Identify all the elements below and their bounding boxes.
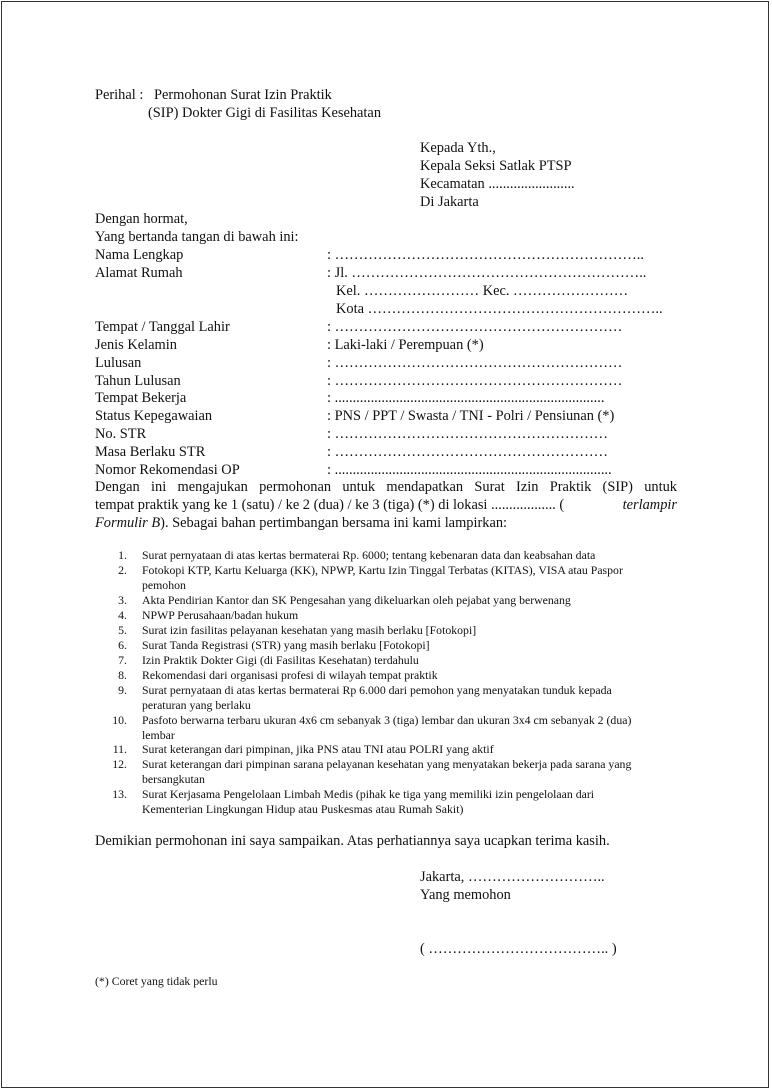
list-item: Izin Praktik Dokter Gigi (di Fasilitas Kesehatan) terdahulu: [142, 653, 419, 667]
field-label-ttl: Tempat / Tanggal Lahir: [95, 319, 230, 335]
recipient-line: Kepala Seksi Satlak PTSP: [420, 158, 572, 174]
list-item: Surat izin fasilitas pelayanan kesehatan yang masih berlaku [Fotokopi]: [142, 623, 477, 637]
signature-name: ( ……………………………….. ): [420, 941, 617, 957]
field-value-nama: : ………………………………………………………..: [327, 247, 644, 263]
list-item: Surat pernyataan di atas kertas bermaterai Rp. 6000; tentang kebenaran data dan keabsahan data: [142, 548, 596, 562]
list-item: Surat Kerjasama Pengelolaan Limbah Medis (pihak ke tiga yang memiliki izin pengelolaan dari: [142, 787, 595, 801]
list-item-number: 4.: [118, 608, 127, 622]
field-label-op: Nomor Rekomendasi OP: [95, 462, 240, 478]
field-value-kel: Kel. …………………… Kec. ……………………: [336, 283, 629, 299]
subject-label: Perihal :: [95, 87, 144, 103]
field-label-jk: Jenis Kelamin: [95, 337, 177, 353]
list-item-number: 11.: [112, 742, 127, 756]
list-item-number: 5.: [118, 623, 127, 637]
field-label-str: No. STR: [95, 426, 147, 442]
list-item-continuation: bersangkutan: [142, 772, 205, 786]
list-item-number: 7.: [118, 653, 127, 667]
paragraph-line-2: [95, 496, 677, 514]
field-label-status: Status Kepegawaian: [95, 408, 213, 424]
field-value-ttl: : ……………………………………………………: [327, 319, 623, 335]
list-item-number: 8.: [118, 668, 127, 682]
field-label-lulusan: Lulusan: [95, 355, 142, 371]
subject-line-2: (SIP) Dokter Gigi di Fasilitas Kesehatan: [148, 105, 382, 121]
document-page: [1, 1, 769, 1088]
field-value-tempat: : ...........................................................................: [327, 390, 605, 406]
subject-line-1: Permohonan Surat Izin Praktik: [154, 87, 332, 103]
list-item-number: 13.: [112, 787, 127, 801]
field-value-op: : .............................................................................: [327, 462, 612, 478]
list-item-continuation: pemohon: [142, 578, 186, 592]
list-item-continuation: lembar: [142, 728, 175, 742]
list-item: Pasfoto berwarna terbaru ukuran 4x6 cm sebanyak 3 (tiga) lembar dan ukuran 3x4 cm sebanyak 2 (dua): [142, 713, 632, 727]
greeting: Dengan hormat,: [95, 211, 188, 227]
field-label-alamat: Alamat Rumah: [95, 265, 183, 281]
list-item-number: 3.: [118, 593, 127, 607]
list-item-continuation: Kementerian Lingkungan Hidup atau Puskesmas atau Rumah Sakit): [142, 802, 464, 816]
signature-place-date: Jakarta, ………………………..: [420, 869, 605, 885]
field-value-status: : PNS / PPT / Swasta / TNI - Polri / Pensiunan (*): [327, 408, 615, 424]
list-item-continuation: peraturan yang berlaku: [142, 698, 251, 712]
field-value-kota: Kota ……………………………………………………..: [336, 301, 663, 317]
closing-text: Demikian permohonan ini saya sampaikan. Atas perhatiannya saya ucapkan terima kasih.: [95, 833, 610, 849]
list-item-number: 10.: [112, 713, 127, 727]
list-item: Surat Tanda Registrasi (STR) yang masih berlaku [Fotokopi]: [142, 638, 430, 652]
field-value-lulusan: : ……………………………………………………: [327, 355, 623, 371]
intro-text: Yang bertanda tangan di bawah ini:: [95, 229, 299, 245]
footnote: (*) Coret yang tidak perlu: [95, 974, 218, 988]
field-value-str: : …………………………………………………: [327, 426, 609, 442]
field-value-jk: : Laki-laki / Perempuan (*): [327, 337, 484, 353]
field-label-nama: Nama Lengkap: [95, 247, 184, 263]
list-item-number: 2.: [118, 563, 127, 577]
field-value-tahun: : ……………………………………………………: [327, 373, 623, 389]
paragraph-line-3-text: ). Sebagai bahan pertimbangan bersama ini kami lampirkan:: [160, 515, 508, 531]
recipient-line: Di Jakarta: [420, 194, 479, 210]
list-item-number: 1.: [118, 548, 127, 562]
paragraph-line-1: Dengan ini mengajukan permohonan untuk mendapatkan Surat Izin Praktik (SIP) untuk: [95, 479, 677, 495]
list-item: Fotokopi KTP, Kartu Keluarga (KK), NPWP, Kartu Izin Tinggal Terbatas (KITAS), VISA atau Paspor: [142, 563, 623, 577]
field-value-masa: : …………………………………………………: [327, 444, 609, 460]
list-item: Surat keterangan dari pimpinan, jika PNS atau TNI atau POLRI yang aktif: [142, 742, 494, 756]
list-item: Akta Pendirian Kantor dan SK Pengesahan yang dikeluarkan oleh pejabat yang berwenang: [142, 593, 571, 607]
list-item-number: 9.: [118, 683, 127, 697]
list-item-number: 6.: [118, 638, 127, 652]
list-item: Surat pernyataan di atas kertas bermaterai Rp 6.000 dari pemohon yang menyatakan tunduk kepada: [142, 683, 612, 697]
paragraph-line-2-italic: terlampir: [622, 497, 677, 513]
list-item: NPWP Perusahaan/badan hukum: [142, 608, 299, 622]
paragraph-line-3: [95, 514, 507, 532]
paragraph-line-3-italic: Formulir B: [95, 515, 161, 531]
list-item-number: 12.: [112, 757, 127, 771]
signature-applicant: Yang memohon: [420, 887, 511, 903]
field-label-masa: Masa Berlaku STR: [95, 444, 206, 460]
recipient-line: Kepada Yth.,: [420, 140, 496, 156]
list-item: Surat keterangan dari pimpinan sarana pelayanan kesehatan yang menyatakan bekerja pada sarana yang: [142, 757, 632, 771]
field-value-alamat: : Jl. ……………………………………………………..: [327, 265, 647, 281]
field-label-tempat: Tempat Bekerja: [95, 390, 187, 406]
field-label-tahun: Tahun Lulusan: [95, 373, 181, 389]
list-item: Rekomendasi dari organisasi profesi di wilayah tempat praktik: [142, 668, 438, 682]
recipient-line: Kecamatan ........................: [420, 176, 575, 192]
paragraph-line-2-text: tempat praktik yang ke 1 (satu) / ke 2 (dua) / ke 3 (tiga) (*) di lokasi .................. (: [95, 497, 565, 513]
